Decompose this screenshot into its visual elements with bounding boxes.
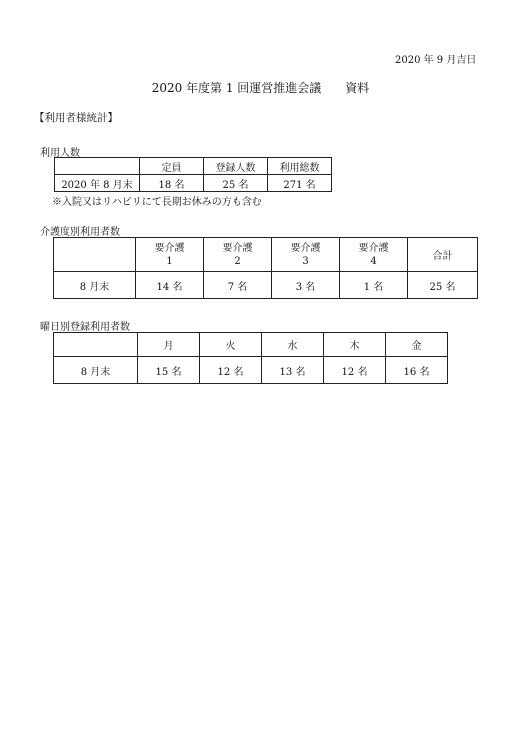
weekday-header-cell: 月: [138, 333, 200, 357]
weekday-header-row: [54, 333, 448, 357]
usage-header-cell: 定員: [140, 158, 204, 175]
care-caption: 介護度別利用者数: [40, 227, 120, 238]
care-header-cell: [272, 238, 340, 272]
document-title: 2020 年度第 1 回運営推進会議 資料: [151, 81, 370, 95]
document-date: 2020 年 9 月吉日: [395, 55, 477, 66]
care-table: [53, 237, 478, 299]
weekday-cell: 12 名: [200, 357, 262, 384]
care-cell: 3 名: [272, 272, 340, 299]
weekday-caption: 曜日別登録利用者数: [40, 322, 130, 333]
weekday-cell: 15 名: [138, 357, 200, 384]
care-header-level: 4: [370, 255, 377, 267]
weekday-header-cell: 木: [324, 333, 386, 357]
usage-cell: 2020 年 8 月末: [55, 175, 140, 192]
usage-header-cell: 登録人数: [204, 158, 268, 175]
weekday-table: [53, 332, 448, 384]
usage-header-cell: 利用総数: [268, 158, 332, 175]
care-cell: 25 名: [408, 272, 478, 299]
care-cell: 8 月末: [54, 272, 136, 299]
weekday-cell: 16 名: [386, 357, 448, 384]
care-header-label: 要介護: [290, 242, 321, 254]
care-cell: 14 名: [136, 272, 204, 299]
care-header-level: 3: [302, 255, 309, 267]
care-header-cell: [204, 238, 272, 272]
care-header-level: 1: [166, 255, 173, 267]
weekday-header-cell: 水: [262, 333, 324, 357]
weekday-data-row: [54, 357, 448, 384]
care-header-cell: [54, 238, 136, 272]
weekday-cell: 8 月末: [54, 357, 138, 384]
care-header-label: 要介護: [222, 242, 253, 254]
usage-header-cell: [55, 158, 140, 175]
usage-caption: 利用人数: [40, 148, 80, 159]
weekday-header-cell: 金: [386, 333, 448, 357]
usage-header-row: [55, 158, 332, 175]
care-header-cell: [136, 238, 204, 272]
usage-note: ※入院又はリハビリにて長期お休みの方も含む: [52, 197, 262, 208]
weekday-header-cell: [54, 333, 138, 357]
usage-cell: 18 名: [140, 175, 204, 192]
care-cell: 7 名: [204, 272, 272, 299]
section-heading: 【利用者様統計】: [34, 112, 118, 124]
usage-data-row: [55, 175, 332, 192]
weekday-cell: 13 名: [262, 357, 324, 384]
care-header-label: 要介護: [358, 242, 389, 254]
usage-cell: 271 名: [268, 175, 332, 192]
care-header-cell: [340, 238, 408, 272]
care-cell: 1 名: [340, 272, 408, 299]
weekday-cell: 12 名: [324, 357, 386, 384]
weekday-header-cell: 火: [200, 333, 262, 357]
care-header-level: 2: [234, 255, 241, 267]
care-header-label: 要介護: [154, 242, 185, 254]
care-header-cell: [408, 238, 478, 272]
care-header-total: 合計: [432, 251, 453, 262]
care-header-row: [54, 238, 478, 272]
usage-cell: 25 名: [204, 175, 268, 192]
usage-table: [54, 157, 332, 192]
care-data-row: [54, 272, 478, 299]
